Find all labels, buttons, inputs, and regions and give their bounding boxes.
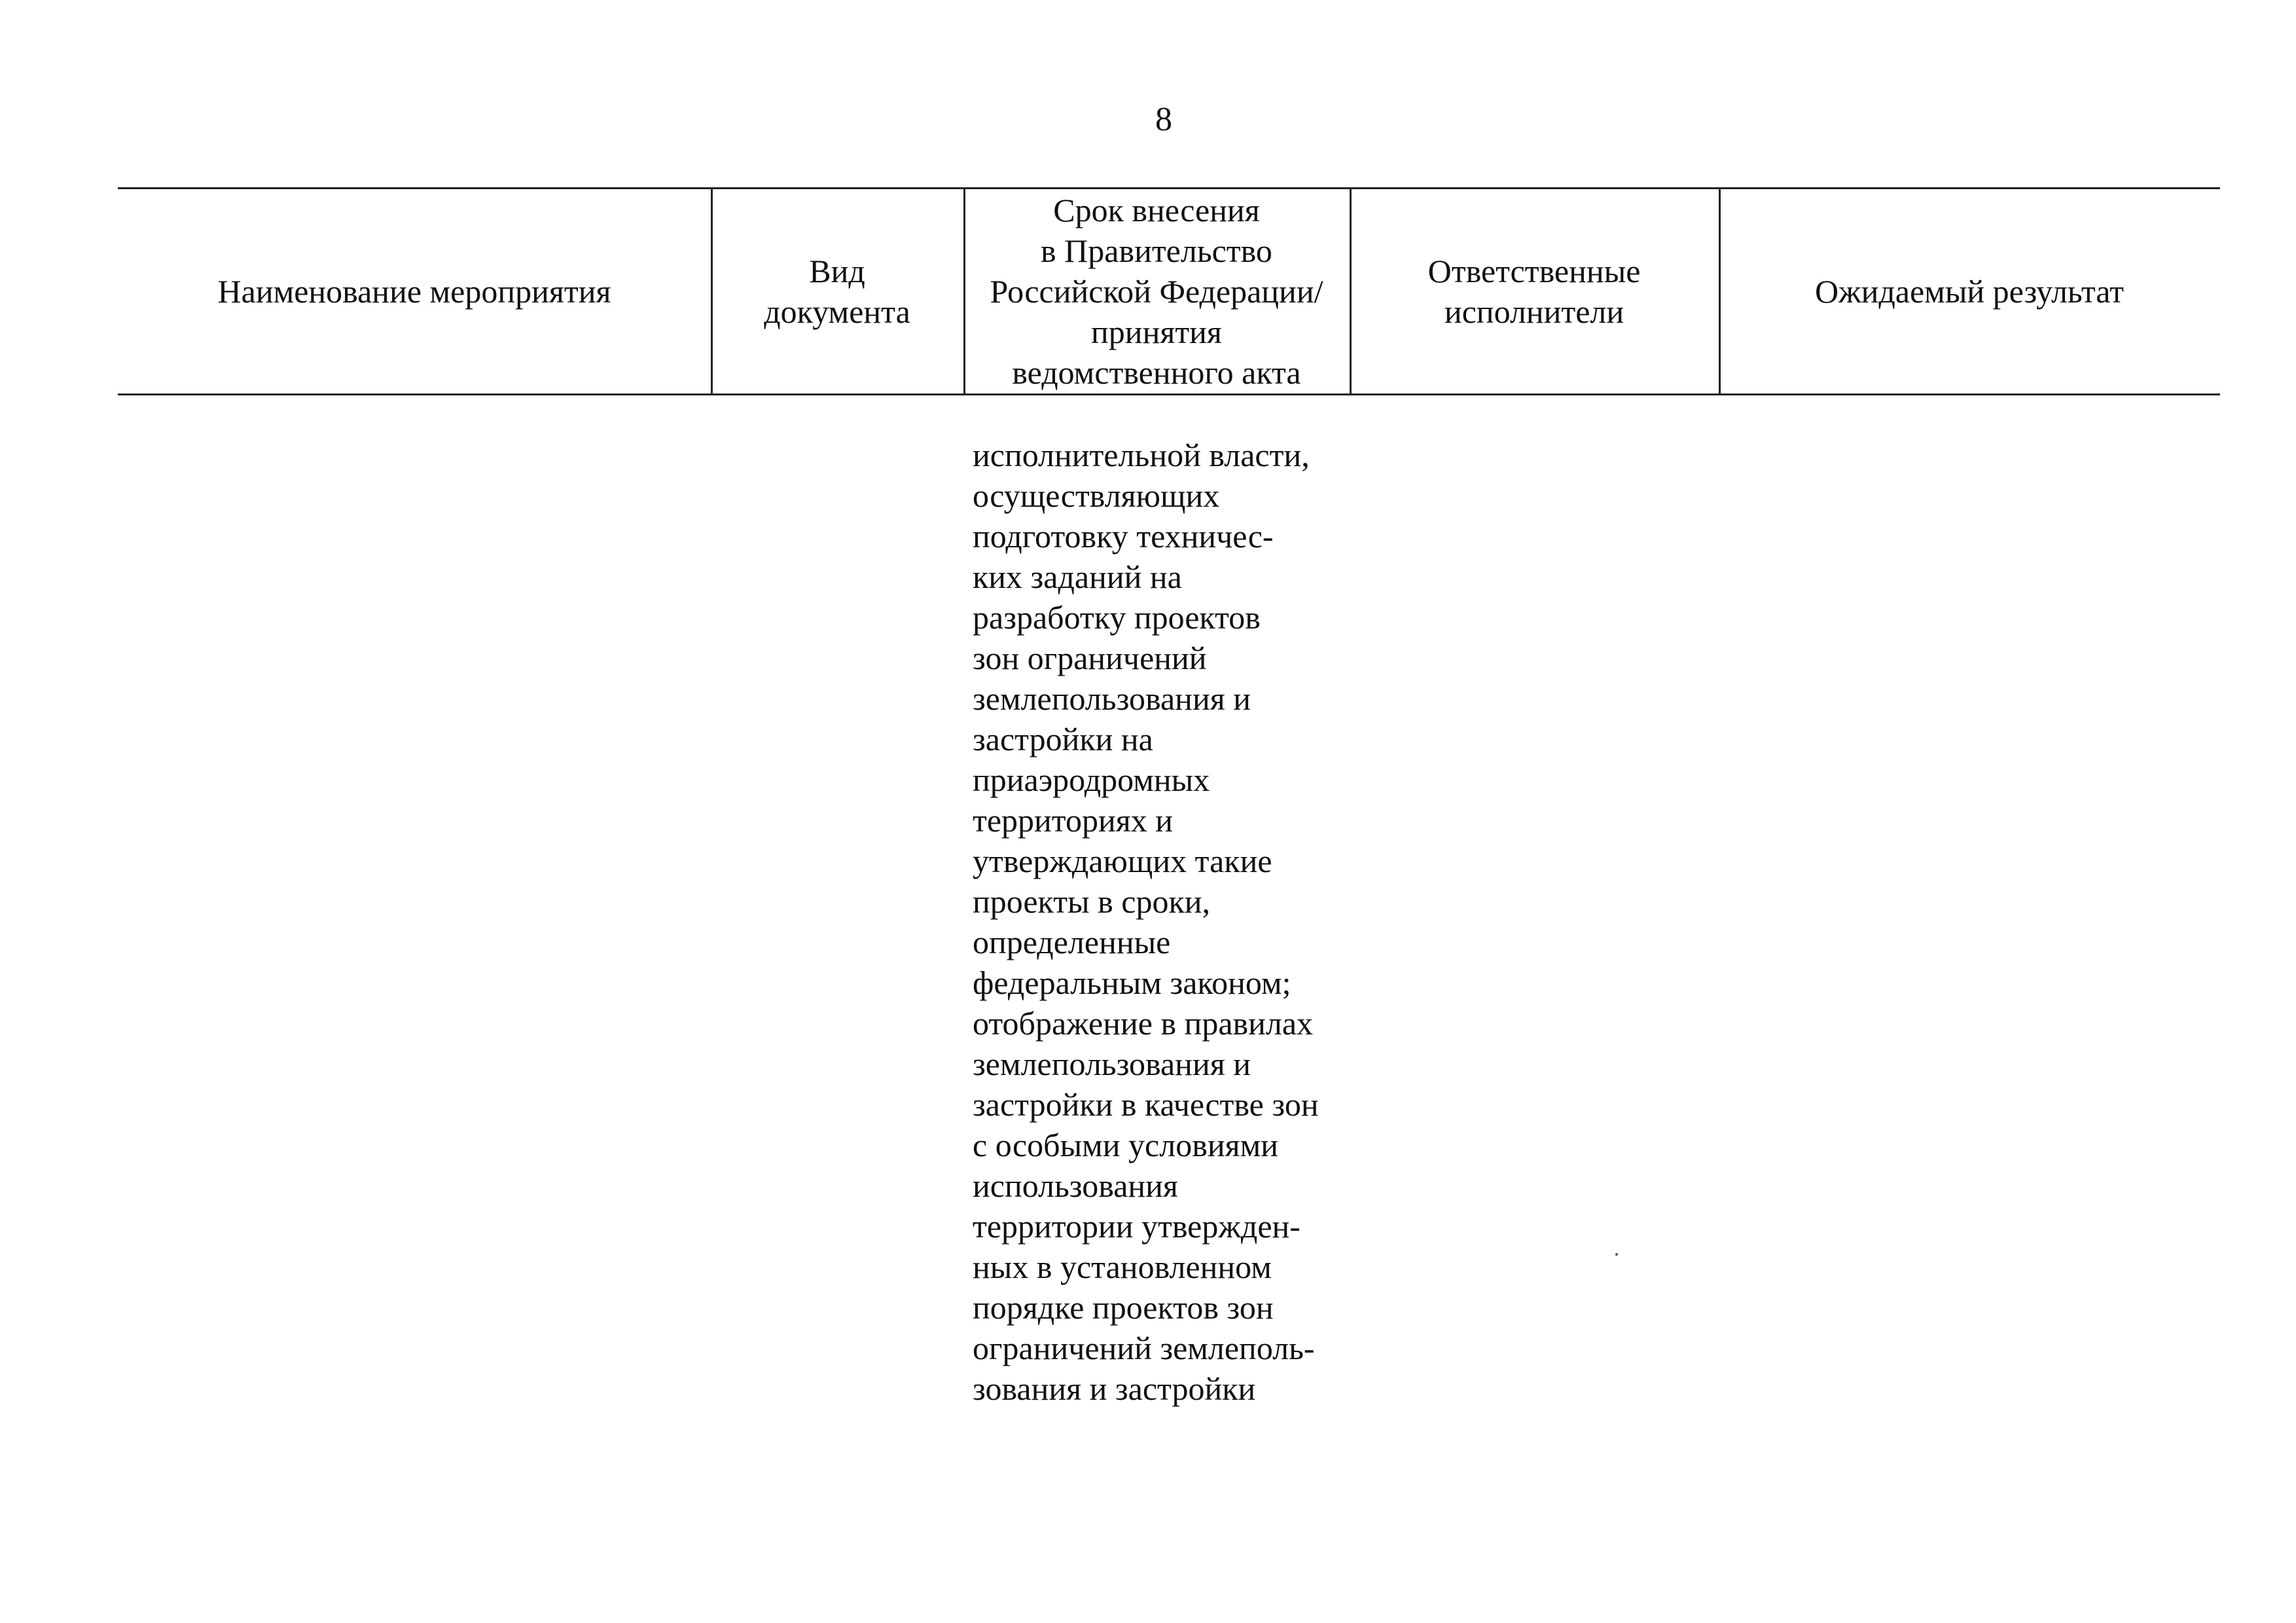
table-header — [118, 187, 2220, 395]
header-deadline — [963, 189, 1350, 393]
header-deadline-label: Срок внесения в Правительство Российской Федерации/ принятия ведомственного акта — [990, 192, 1323, 391]
header-event-name-label: Наименование мероприятия — [217, 273, 611, 310]
header-event-name — [118, 189, 711, 393]
header-doc-type-label: Вид документа — [764, 253, 910, 330]
header-result-label: Ожидаемый результат — [1814, 273, 2125, 310]
header-executors-label: Ответственные исполнители — [1427, 253, 1641, 330]
header-doc-type — [711, 189, 963, 393]
continuation-text: исполнительной власти, осуществляющих подготовку техничес- ких заданий на разработку проектов зон ограничений землепользования и застройки на приаэродромных территориях и утверждающих такие проекты в сроки, определенные федеральным законом; отображение в правилах землепользования и застройки в качестве зон с особыми условиями использования территории утвержден- ных в установленном порядке проектов зон ограничений землеполь- зования и застройки — [973, 437, 1319, 1407]
header-executors — [1350, 189, 1719, 393]
header-result — [1719, 189, 2220, 393]
scan-speck — [1615, 1253, 1618, 1256]
page-number: 8 — [1155, 101, 1172, 138]
